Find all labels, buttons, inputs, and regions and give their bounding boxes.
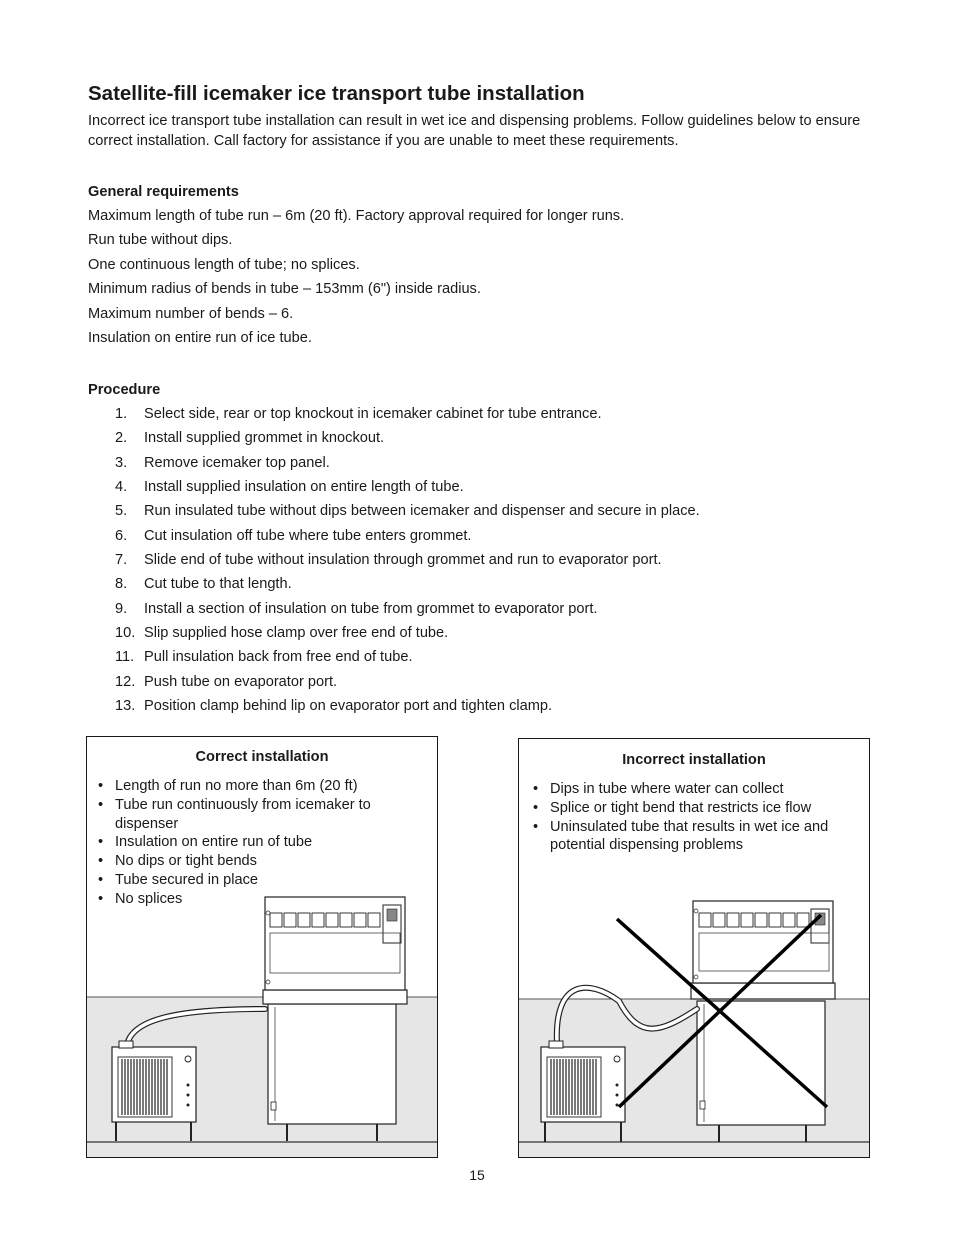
procedure-step	[88, 428, 700, 452]
bullet-glyph: •	[98, 834, 104, 851]
bullet-text: Length of run no more than 6m (20 ft)	[115, 778, 358, 794]
step-text: Cut insulation off tube where tube enters grommet.	[144, 527, 472, 544]
bullet-glyph: •	[98, 890, 104, 907]
correct-installation-title: Correct installation	[195, 749, 329, 765]
dispenser-cabinet	[268, 1004, 396, 1141]
bullet-glyph: •	[98, 778, 104, 794]
procedure-step	[88, 453, 700, 477]
step-number: 7.	[115, 552, 128, 569]
dispenser-cabinet	[697, 1001, 825, 1142]
step-text: Slide end of tube without insulation through grommet and run to evaporator port.	[144, 552, 662, 569]
list-item	[98, 852, 408, 871]
procedure-step	[88, 672, 700, 696]
bullet-glyph: •	[98, 853, 104, 870]
list-item	[533, 818, 853, 856]
list-item	[98, 777, 408, 796]
bullet-text: No splices	[115, 890, 183, 907]
bullet-text: Uninsulated tube that results in wet ice and potential dispensing problems	[550, 818, 829, 854]
list-item	[98, 833, 408, 852]
intro-paragraph: Incorrect ice transport tube installation can result in wet ice and dispensing problems. Follow guidelines below to ensure correct installation. Call factory for assistance if you are unable to meet these requirements.	[88, 113, 861, 149]
step-number: 8.	[115, 576, 128, 593]
step-number: 5.	[115, 503, 128, 520]
step-text: Pull insulation back from free end of tube.	[144, 649, 413, 666]
correct-installation-panel	[86, 736, 438, 1158]
icemaker-head	[263, 897, 407, 1004]
bullet-text: Dips in tube where water can collect	[550, 781, 784, 797]
step-number: 10.	[115, 625, 136, 642]
procedure-step	[88, 526, 700, 550]
step-text: Cut tube to that length.	[144, 576, 292, 593]
list-item: Minimum radius of bends in tube – 153mm (6") inside radius.	[88, 281, 481, 298]
procedure-step	[88, 696, 700, 720]
procedure-step	[88, 647, 700, 671]
step-text: Slip supplied hose clamp over free end of tube.	[144, 625, 449, 642]
list-item	[98, 796, 408, 834]
procedure-step	[88, 477, 700, 501]
procedure-steps	[88, 404, 700, 720]
step-text: Push tube on evaporator port.	[144, 673, 338, 690]
procedure-step	[88, 623, 700, 647]
page-number: 15	[469, 1167, 485, 1183]
step-text: Install a section of insulation on tube from grommet to evaporator port.	[144, 600, 598, 617]
step-number: 9.	[115, 600, 128, 617]
list-item: Insulation on entire run of ice tube.	[88, 329, 312, 346]
bullet-text: No dips or tight bends	[115, 853, 257, 870]
general-requirements-heading: General requirements	[88, 184, 239, 200]
bullet-text: Splice or tight bend that restricts ice flow	[550, 799, 812, 816]
step-text: Install supplied grommet in knockout.	[144, 430, 385, 447]
procedure-step	[88, 599, 700, 623]
procedure-step	[88, 404, 700, 428]
bullet-glyph: •	[533, 818, 539, 835]
icemaker-head	[691, 901, 835, 999]
step-text: Select side, rear or top knockout in icemaker cabinet for tube entrance.	[144, 406, 602, 422]
list-item	[533, 780, 853, 799]
list-item	[533, 799, 853, 818]
step-number: 11.	[115, 649, 135, 666]
list-item: Maximum length of tube run – 6m (20 ft). Factory approval required for longer runs.	[88, 208, 625, 224]
correct-installation-list	[98, 777, 408, 909]
step-number: 2.	[115, 430, 128, 447]
step-text: Remove icemaker top panel.	[144, 454, 330, 471]
step-number: 6.	[115, 527, 128, 544]
step-number: 13.	[115, 698, 136, 715]
bullet-glyph: •	[98, 796, 104, 813]
list-item	[98, 890, 408, 909]
procedure-step	[88, 574, 700, 598]
bullet-glyph: •	[533, 781, 539, 797]
step-text: Install supplied insulation on entire length of tube.	[144, 479, 464, 496]
step-number: 12.	[115, 673, 136, 690]
list-item	[98, 871, 408, 890]
incorrect-installation-title: Incorrect installation	[622, 752, 766, 768]
bullet-glyph: •	[98, 871, 104, 888]
incorrect-installation-list	[533, 780, 853, 855]
step-number: 3.	[115, 454, 128, 471]
bullet-glyph: •	[533, 799, 539, 816]
bullet-text: Insulation on entire run of tube	[115, 834, 313, 851]
step-text: Run insulated tube without dips between icemaker and dispenser and secure in place.	[144, 503, 700, 520]
step-text: Position clamp behind lip on evaporator port and tighten clamp.	[144, 698, 553, 715]
step-number: 4.	[115, 479, 128, 496]
list-item: Run tube without dips.	[88, 232, 233, 249]
procedure-step	[88, 501, 700, 525]
procedure-heading: Procedure	[88, 382, 161, 398]
list-item: One continuous length of tube; no splices.	[88, 256, 360, 273]
list-item: Maximum number of bends – 6.	[88, 305, 294, 322]
general-requirements-list	[88, 206, 624, 352]
page-title: Satellite-fill icemaker ice transport tube installation	[88, 82, 585, 105]
bullet-text: Tube run continuously from icemaker to dispenser	[115, 796, 371, 832]
procedure-step	[88, 550, 700, 574]
incorrect-installation-panel	[518, 738, 870, 1158]
step-number: 1.	[115, 406, 128, 422]
bullet-text: Tube secured in place	[115, 871, 259, 888]
